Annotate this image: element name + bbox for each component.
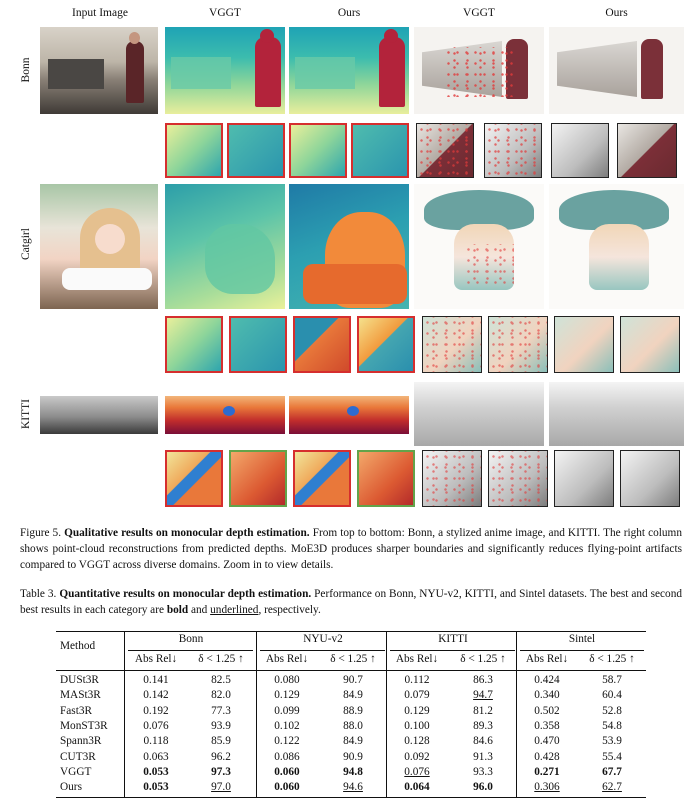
metric-header-absrel-bonn: Abs Rel↓ [134,653,178,665]
table-cell: 0.100 [404,719,430,732]
column-header-ours-depth: Ours [337,7,361,19]
table-cell: 88.9 [343,704,363,717]
table-cell: 0.076 [143,719,169,732]
table-cell: 0.129 [404,704,430,717]
table-cell: 60.4 [602,689,622,702]
table-caption-bold-word: bold [166,604,189,616]
table-caption-and: and [191,604,208,616]
table-cell: 90.9 [343,750,363,763]
figure-caption-body: From top to bottom: Bonn, a stylized anime image, and KITTI. The right column shows point-cloud reconstructions from predicted depths. MoE3D produces sharper boundaries and significantly reduces flying-point artifacts compared to VGGT across diverse domains. Zoom in to view details. [20,527,682,571]
table-cell: 0.424 [534,674,560,686]
dataset-header-nyu: NYU-v2 [303,633,343,645]
method-name: MonST3R [60,719,108,732]
table-cell: 82.5 [211,674,231,686]
column-header-input: Input Image [72,7,128,19]
table-caption-title: Quantitative results on monocular depth estimation. [59,588,312,600]
method-name: DUSt3R [60,674,99,686]
table-cell: 86.3 [473,674,493,686]
table-cell: 0.129 [274,689,300,702]
table-cell: 0.118 [143,735,169,748]
table-cell: 0.141 [143,674,169,686]
table-cell: 0.086 [274,750,300,763]
table-cell: 82.0 [211,689,231,702]
table-cell: 0.428 [534,750,560,763]
table-cell: 52.8 [602,704,622,717]
column-header-ours-pointcloud: Ours [605,7,628,19]
table-cell: 0.064 [404,781,430,794]
table-cell: 0.128 [404,735,430,748]
table-cell: 96.2 [211,750,231,763]
table-cell: 0.122 [274,735,300,748]
table-cell: 0.053 [143,765,169,778]
table-cell: 0.053 [143,781,169,794]
table-cell: 0.080 [274,674,300,686]
figure-caption-title: Qualitative results on monocular depth estimation. [64,527,310,539]
table-cell: 94.8 [343,765,363,778]
table-cell: 58.7 [602,674,622,686]
metric-header-absrel-kitti: Abs Rel↓ [395,653,439,665]
table-cell: 0.099 [274,704,300,717]
table-cell: 0.358 [534,719,560,732]
method-name: Ours [60,781,82,794]
table-caption-body: Performance on Bonn, NYU-v2, KITTI, and Sintel datasets. The best and second best results in each category are [20,588,683,616]
table-cell: 0.092 [404,750,430,763]
method-name: CUT3R [60,750,96,763]
table-cell: 0.079 [404,689,430,702]
table-cell: 97.3 [211,765,231,778]
table-cell: 91.3 [473,750,493,763]
metric-header-absrel-sintel: Abs Rel↓ [525,653,569,665]
table-caption-underlined-word: underlined [210,604,259,616]
table-cell: 94.7 [473,689,493,702]
table-cell: 67.7 [602,765,622,778]
table-cell: 94.6 [343,781,363,794]
method-name: Fast3R [60,704,93,717]
metric-header-delta-bonn: δ < 1.25 ↑ [198,653,244,665]
row-label-catgirl: Catgirl [20,228,32,260]
table-cell: 89.3 [473,719,493,732]
metric-header-delta-sintel: δ < 1.25 ↑ [589,653,635,665]
table-cell: 84.6 [473,735,493,748]
column-header-vggt-pointcloud: VGGT [463,7,495,19]
table-cell: 84.9 [343,735,363,748]
table-cell: 77.3 [211,704,231,717]
table-cell: 0.102 [274,719,300,732]
table-cell: 0.063 [143,750,169,763]
table-cell: 88.0 [343,719,363,732]
table-cell: 0.306 [534,781,560,794]
method-name: VGGT [60,765,92,778]
table-cell: 0.076 [404,765,430,778]
method-header: Method [60,640,96,652]
table-cell: 96.0 [473,781,493,794]
table-cell: 85.9 [211,735,231,748]
table-caption-label: Table 3. [20,588,57,600]
dataset-header-sintel: Sintel [568,633,596,645]
table-cell: 97.0 [211,781,231,794]
table-cell: 0.060 [274,781,300,794]
table-cell: 84.9 [343,689,363,702]
row-label-kitti: KITTI [20,399,32,430]
dataset-header-bonn: Bonn [178,633,204,645]
metric-header-absrel-nyu: Abs Rel↓ [265,653,309,665]
dataset-header-kitti: KITTI [438,633,468,645]
table-cell: 90.7 [343,674,363,686]
table-cell: 0.340 [534,689,560,702]
table-cell: 0.192 [143,704,169,717]
table-cell: 0.142 [143,689,169,702]
table-cell: 62.7 [602,781,622,794]
figure-caption-label: Figure 5. [20,527,62,539]
table-cell: 53.9 [602,735,622,748]
table-cell: 93.3 [473,765,493,778]
table-cell: 55.4 [602,750,622,763]
table-cell: 0.060 [274,765,300,778]
table-caption-end: , respectively. [258,604,321,616]
method-name: Spann3R [60,735,102,748]
table-cell: 81.2 [473,704,493,717]
table-cell: 93.9 [211,719,231,732]
metric-header-delta-kitti: δ < 1.25 ↑ [460,653,506,665]
table-cell: 0.502 [534,704,560,717]
metric-header-delta-nyu: δ < 1.25 ↑ [330,653,376,665]
table-cell: 0.112 [404,674,430,686]
table-cell: 0.470 [534,735,560,748]
column-header-vggt-depth: VGGT [209,7,241,19]
method-name: MASt3R [60,689,101,702]
table-cell: 54.8 [602,719,622,732]
row-label-bonn: Bonn [20,57,32,83]
table-cell: 0.271 [534,765,560,778]
